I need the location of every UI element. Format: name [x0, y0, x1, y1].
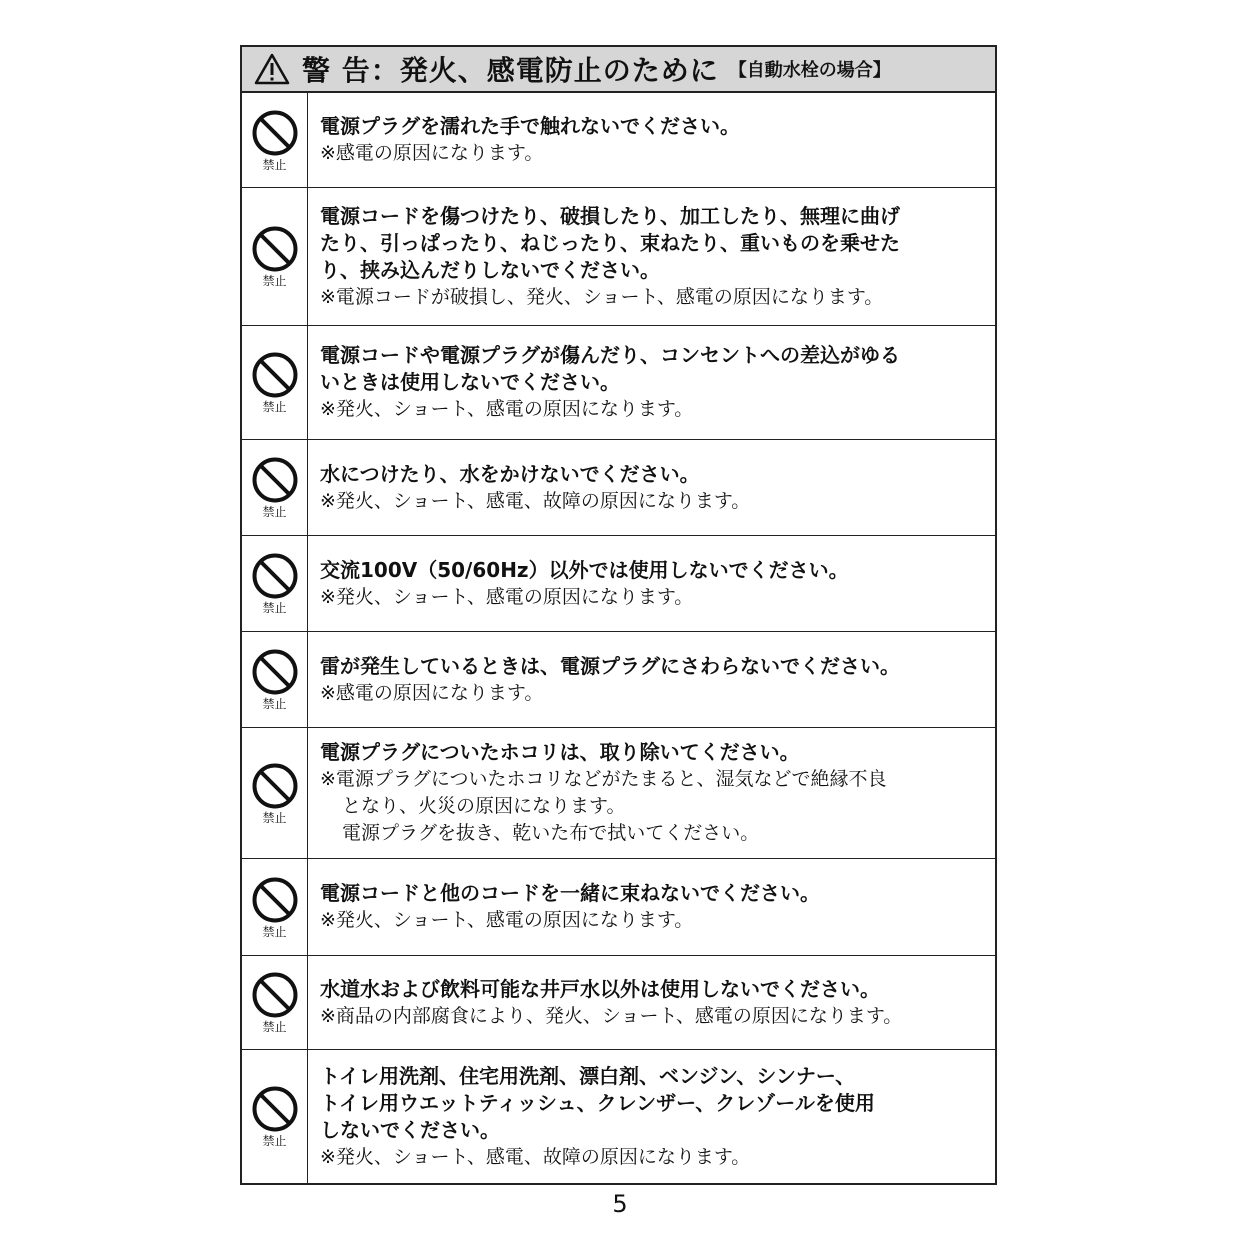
prohibit-cell: [242, 536, 308, 631]
warning-row: [242, 859, 995, 956]
warning-text: [308, 1050, 995, 1183]
warning-text: [308, 93, 995, 187]
prohibit-label: 禁止: [262, 274, 287, 288]
prohibit-cell: [242, 1050, 308, 1183]
prohibited-icon: [251, 225, 299, 273]
warning-main-line: り、挟み込んだりしないでください。: [320, 257, 660, 282]
prohibited-icon: [251, 971, 299, 1019]
warning-title: 警 告：発火、感電防止のために: [302, 54, 719, 87]
warning-row: [242, 728, 995, 859]
warning-note-line: 電源プラグを抜き、乾いた布で拭いてください。: [342, 822, 760, 844]
warning-note-line: ※感電の原因になります。: [320, 142, 544, 164]
warning-row: [242, 632, 995, 728]
prohibit-label: 禁止: [262, 1020, 287, 1034]
warning-row: [242, 188, 995, 326]
warning-row: [242, 93, 995, 188]
warning-row: [242, 326, 995, 440]
warning-note-line: ※電源プラグについたホコリなどがたまると、湿気などで絶縁不良: [320, 768, 887, 790]
warning-note-line: ※商品の内部腐食により、発火、ショート、感電の原因になります。: [320, 1004, 903, 1027]
warning-header: [242, 47, 995, 93]
prohibited-icon: [251, 456, 299, 504]
prohibited-icon: [251, 1085, 299, 1133]
warning-note-line: ※発火、ショート、感電の原因になります。: [320, 398, 694, 420]
warning-main-line: しないでください。: [320, 1117, 500, 1142]
warning-text: [308, 956, 995, 1049]
warning-list: [242, 93, 995, 1183]
page-number: 5: [612, 1190, 628, 1218]
warning-note-line: ※発火、ショート、感電、故障の原因になります。: [320, 489, 751, 512]
prohibit-label: 禁止: [262, 810, 287, 825]
warning-main-line: 電源コードや電源プラグが傷んだり、コンセントへの差込がゆる: [320, 343, 900, 367]
prohibit-label: 禁止: [262, 924, 287, 939]
warning-triangle-icon: [254, 53, 290, 85]
warning-text: [308, 728, 995, 858]
prohibit-label: 禁止: [262, 505, 287, 519]
prohibited-icon: [251, 351, 299, 399]
warning-main-line: トイレ用ウエットティッシュ、クレンザー、クレゾールを使用: [320, 1090, 875, 1115]
prohibited-icon: [251, 876, 299, 924]
prohibit-label: 禁止: [262, 601, 287, 615]
warning-note-line: ※感電の原因になります。: [320, 681, 544, 704]
prohibit-label: 禁止: [262, 400, 287, 414]
prohibit-cell: [242, 956, 308, 1049]
prohibit-cell: [242, 440, 308, 535]
warning-row: [242, 440, 995, 536]
warning-row: [242, 536, 995, 632]
prohibited-icon: [251, 552, 299, 600]
prohibit-label: 禁止: [262, 157, 287, 172]
warning-main-line: 雷が発生しているときは、電源プラグにさわらないでください。: [320, 653, 900, 678]
warning-main-line: 電源プラグについたホコリは、取り除いてください。: [320, 740, 800, 764]
prohibit-cell: [242, 188, 308, 325]
prohibited-icon: [251, 109, 299, 157]
warning-row: [242, 956, 995, 1050]
warning-main-line: トイレ用洗剤、住宅用洗剤、漂白剤、ベンジン、シンナー、: [320, 1063, 856, 1088]
warning-main-line: 電源コードを傷つけたり、破損したり、加工したり、無理に曲げ: [320, 203, 900, 228]
prohibited-icon: [251, 648, 299, 696]
warning-note-line: ※発火、ショート、感電の原因になります。: [320, 909, 694, 931]
warning-row: [242, 1050, 995, 1183]
prohibit-cell: [242, 93, 308, 187]
warning-note-line: ※発火、ショート、感電、故障の原因になります。: [320, 1145, 751, 1168]
prohibited-icon: [251, 762, 299, 810]
warning-main-line: 水道水および飲料可能な井戸水以外は使用しないでください。: [320, 976, 880, 1001]
warning-subtitle: 【自動水栓の場合】: [728, 60, 891, 81]
warning-note-line: ※発火、ショート、感電の原因になります。: [320, 585, 694, 608]
warning-text: [308, 859, 995, 955]
warning-text: [308, 188, 995, 325]
prohibit-cell: [242, 632, 308, 727]
warning-text: [308, 440, 995, 535]
prohibit-cell: [242, 326, 308, 439]
warning-text: [308, 536, 995, 631]
warning-main-line: たり、引っぱったり、ねじったり、束ねたり、重いものを乗せた: [320, 230, 900, 255]
warning-main-line: いときは使用しないでください。: [320, 370, 620, 394]
warning-note-line: ※電源コードが破損し、発火、ショート、感電の原因になります。: [320, 285, 884, 308]
warning-text: [308, 632, 995, 727]
warning-main-line: 電源コードと他のコードを一緒に束ねないでください。: [320, 881, 820, 905]
prohibit-label: 禁止: [262, 1134, 287, 1148]
warning-main-line: 交流100V（50/60Hz）以外では使用しないでください。: [320, 557, 849, 582]
warning-main-line: 電源プラグを濡れた手で触れないでください。: [320, 114, 740, 138]
prohibit-label: 禁止: [262, 697, 287, 711]
prohibit-cell: [242, 859, 308, 955]
warning-note-line: となり、火災の原因になります。: [342, 795, 626, 817]
warning-box: [240, 45, 997, 1185]
warning-main-line: 水につけたり、水をかけないでください。: [320, 461, 700, 486]
warning-text: [308, 326, 995, 439]
prohibit-cell: [242, 728, 308, 858]
